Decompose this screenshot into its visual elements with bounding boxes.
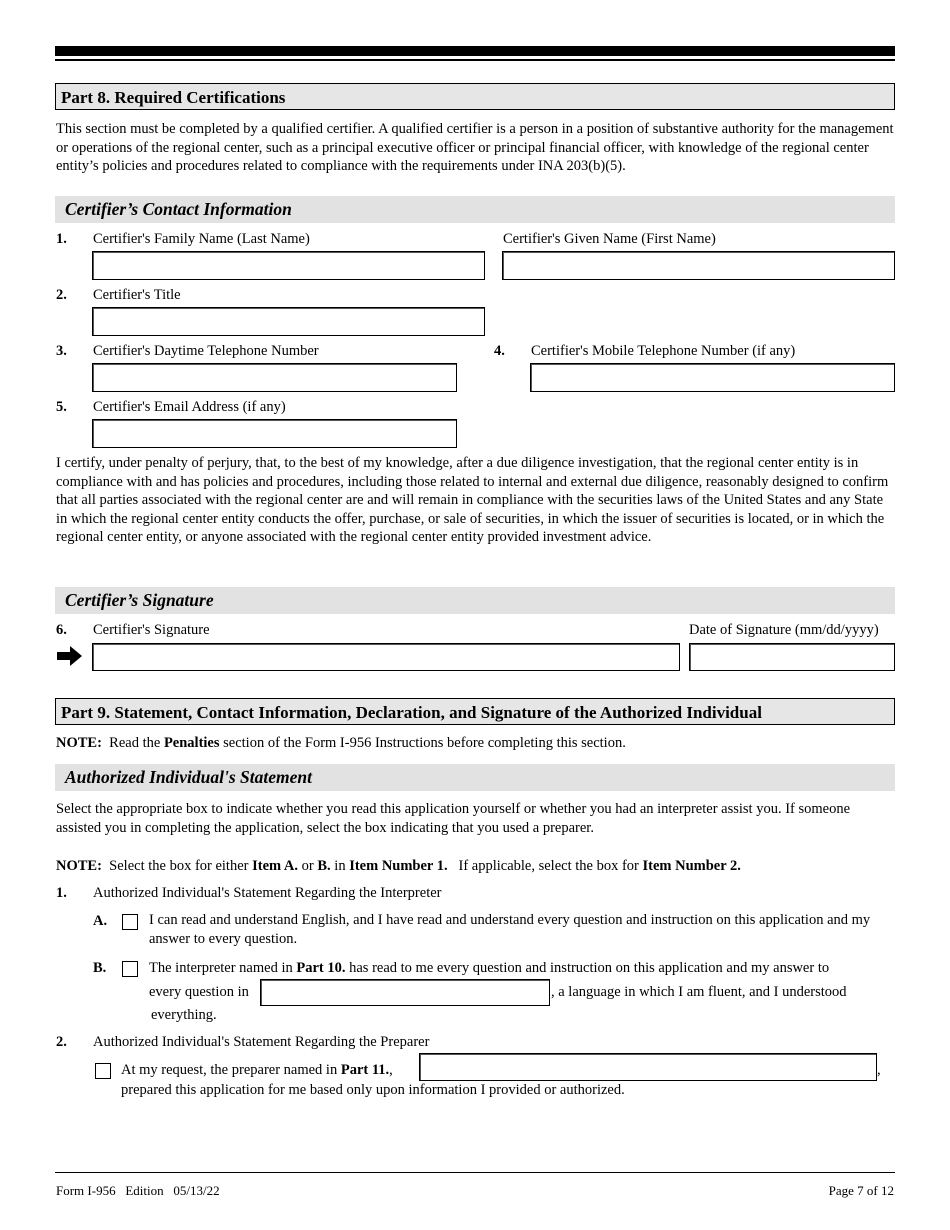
contact-section-heading: Certifier’s Contact Information bbox=[55, 196, 895, 223]
item-number-4: 4. bbox=[494, 343, 505, 359]
option-b-checkbox[interactable] bbox=[122, 961, 138, 977]
option-b-line2-end: , a language in which I am fluent, and I understood bbox=[551, 984, 847, 1000]
item-number-2: 2. bbox=[56, 287, 67, 303]
given-name-label: Certifier's Given Name (First Name) bbox=[503, 231, 716, 247]
item-number-6: 6. bbox=[56, 622, 67, 638]
footer-form-edition: Form I-956 Edition 05/13/22 bbox=[56, 1183, 220, 1198]
top-thin-rule bbox=[55, 59, 895, 61]
given-name-input[interactable] bbox=[502, 251, 895, 280]
signature-input[interactable] bbox=[92, 643, 680, 671]
preparer-heading: Authorized Individual's Statement Regarding the Preparer bbox=[93, 1034, 430, 1050]
item-number-5: 5. bbox=[56, 399, 67, 415]
email-label: Certifier's Email Address (if any) bbox=[93, 399, 286, 415]
option-b-line1: The interpreter named in Part 10. has read to me every question and instruction on this application and my answer to bbox=[149, 960, 830, 976]
item-number-3: 3. bbox=[56, 343, 67, 359]
select-instructions: Select the appropriate box to indicate whether you read this application yourself or whether you had an interpreter assist you. If someone assisted you in completing the application, select the box indicating that you used a preparer. bbox=[56, 801, 851, 836]
preparer-input[interactable] bbox=[419, 1053, 877, 1081]
option-b-line2-start: every question in bbox=[149, 984, 249, 1000]
option-a-checkbox[interactable] bbox=[122, 914, 138, 930]
top-thick-rule bbox=[55, 46, 895, 56]
part8-intro: This section must be completed by a qualified certifier. A qualified certifier is a person in a position of substantive authority for the management or operations of the regional center, such as a principal executive officer or principal financial officer, with knowledge of the regional center entity’s policies and procedures related to compliance with the requirements under INA 203(b)(5). bbox=[56, 121, 894, 174]
preparer-comma: , bbox=[877, 1062, 881, 1078]
part9-note: NOTE: Read the Penalties section of the Form I-956 Instructions before completing this section. bbox=[56, 735, 626, 751]
item-selection-note: NOTE: Select the box for either Item A. or B. in Item Number 1. If applicable, select the box for Item Number 2. bbox=[56, 858, 741, 874]
title-input[interactable] bbox=[92, 307, 485, 336]
option-b-letter: B. bbox=[93, 960, 107, 976]
part9-title: Part 9. Statement, Contact Information, Declaration, and Signature of the Authorized Individual bbox=[55, 698, 895, 725]
mobile-phone-label: Certifier's Mobile Telephone Number (if any) bbox=[531, 343, 796, 359]
option-b-line3: everything. bbox=[151, 1007, 217, 1023]
certification-statement: I certify, under penalty of perjury, that, to the best of my knowledge, after a due diligence investigation, that the regional center entity is in compliance with and has policies and procedures, including those related to internal and external due diligence, reasonably designed to confirm that all parties associated with the regional center are and will remain in compliance with the securities laws of the United States and any State in which the regional center entity conducts the offer, purchase, or sale of securities, in which the issuer of securities is located, or in which the regional center entity, or anyone associated with the regional center entity provided investment advice. bbox=[56, 455, 889, 545]
date-label: Date of Signature (mm/dd/yyyy) bbox=[689, 622, 879, 638]
part8-title: Part 8. Required Certifications bbox=[55, 83, 895, 110]
language-input[interactable] bbox=[260, 979, 550, 1006]
preparer-line1: At my request, the preparer named in Part 11., bbox=[121, 1062, 393, 1078]
signature-date-input[interactable] bbox=[689, 643, 895, 671]
title-label: Certifier's Title bbox=[93, 287, 181, 303]
signature-label: Certifier's Signature bbox=[93, 622, 210, 638]
day-phone-label: Certifier's Daytime Telephone Number bbox=[93, 343, 319, 359]
preparer-checkbox[interactable] bbox=[95, 1063, 111, 1079]
interpreter-heading: Authorized Individual's Statement Regarding the Interpreter bbox=[93, 885, 442, 901]
family-name-label: Certifier's Family Name (Last Name) bbox=[93, 231, 310, 247]
signature-section-heading: Certifier’s Signature bbox=[55, 587, 895, 614]
statement-section-heading: Authorized Individual's Statement bbox=[55, 764, 895, 791]
arrow-right-icon bbox=[57, 645, 83, 667]
p9-item-number-2: 2. bbox=[56, 1034, 67, 1050]
day-phone-input[interactable] bbox=[92, 363, 457, 392]
family-name-input[interactable] bbox=[92, 251, 485, 280]
option-a-letter: A. bbox=[93, 913, 108, 929]
p9-item-number-1: 1. bbox=[56, 885, 67, 901]
email-input[interactable] bbox=[92, 419, 457, 448]
preparer-line2: prepared this application for me based only upon information I provided or authorized. bbox=[121, 1082, 625, 1098]
item-number-1: 1. bbox=[56, 231, 67, 247]
mobile-phone-input[interactable] bbox=[530, 363, 895, 392]
option-a-text: I can read and understand English, and I have read and understand every question and instruction on this application and my answer to every question. bbox=[149, 912, 871, 947]
footer-page-number: Page 7 of 12 bbox=[828, 1183, 894, 1198]
footer-rule bbox=[55, 1172, 895, 1173]
